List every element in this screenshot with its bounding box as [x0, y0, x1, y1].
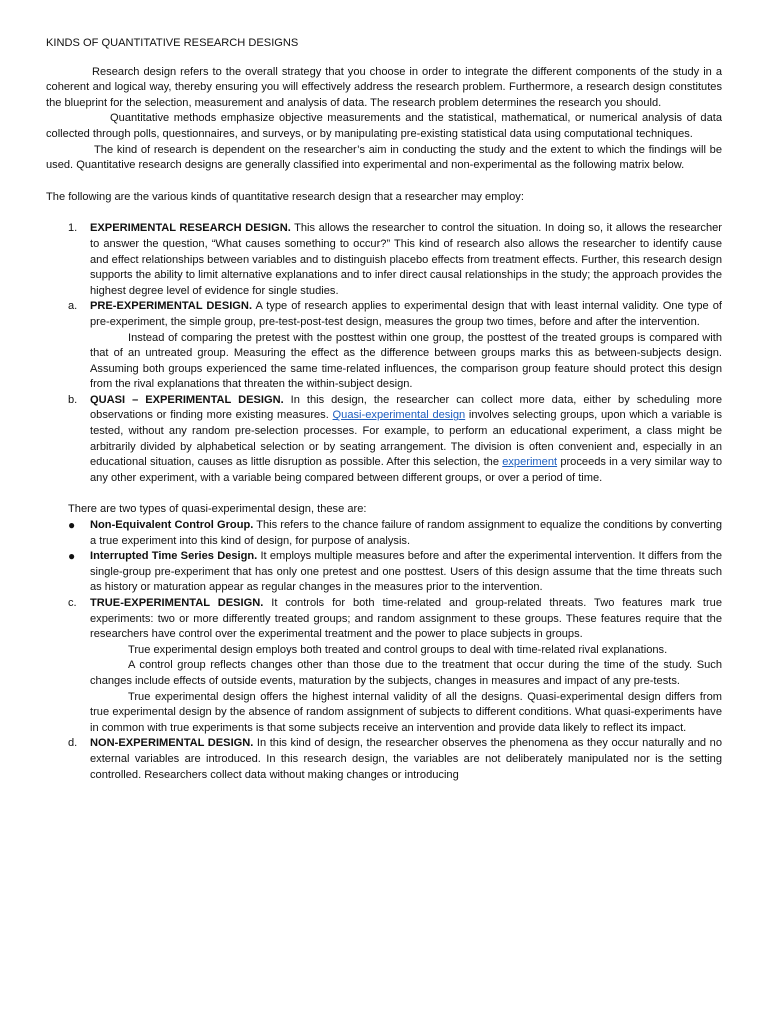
list-marker: a. — [68, 300, 78, 313]
list-item-paragraph: True experimental design employs both treated and control groups to deal with time-related rival explanations. — [128, 643, 668, 656]
list-item-body: QUASI – EXPERIMENTAL DESIGN. In this design, the researcher can collect more data, either by scheduling more observations or finding more existing measures. Quasi-experimental design involves selecting groups, upon which a variable is tested, without any random pre-selection processes. For example, to perform an educational experiment, a class might be arbitrarily divided by alphabetical selection or by seating arrangement. The division is often convenient and, especially in an educational situation, causes as little disruption as possible. After this selection, the experiment proceeds in a very similar way to any other experiment, with a variable being compared between different groups, or over a period of time. — [90, 393, 722, 484]
bullet-item-interrupted-time-series — [46, 549, 722, 596]
list-item-non-experimental — [46, 736, 722, 783]
term-label: NON-EXPERIMENTAL DESIGN. — [90, 737, 254, 750]
bullet-item-non-equivalent — [46, 518, 722, 549]
list-item-body: NON-EXPERIMENTAL DESIGN. In this kind of design, the researcher observes the phenomena as they occur naturally and no external variables are introduced. In this research design, the variables are not deliberately manipulated nor is the setting controlled. Researchers collect data without making changes or introducing — [90, 737, 722, 781]
term-label: PRE-EXPERIMENTAL DESIGN. — [90, 300, 253, 313]
experiment-link[interactable]: experiment — [502, 456, 558, 469]
lead-in-text: The following are the various kinds of quantitative research design that a researcher may employ: — [46, 190, 524, 203]
term-label: TRUE-EXPERIMENTAL DESIGN. — [90, 597, 264, 609]
quasi-experimental-design-link[interactable]: Quasi-experimental design — [332, 409, 466, 422]
quasi-types-intro: There are two types of quasi-experimental design, these are: — [68, 503, 367, 516]
term-label: EXPERIMENTAL RESEARCH DESIGN. — [90, 222, 291, 235]
list-item-pre-experimental — [46, 299, 722, 393]
list-item-paragraph: A control group reflects changes other than those due to the treatment that occur during the time of the study. Such changes include effects of outside events, maturation by the subjects, changes in measures and impact of any pre-tests. — [90, 659, 722, 687]
intro-paragraph-2: Quantitative methods emphasize objective measurements and the statistical, mathematical, or numerical analysis of data collected through polls, questionnaires, and surveys, or by manipulating pre-existing statistical data using computational techniques. — [46, 112, 722, 140]
list-marker: c. — [68, 597, 77, 609]
intro-paragraph-1: Research design refers to the overall strategy that you choose in order to integrate the different components of the study in a coherent and logical way, thereby ensuring you will effectively address the research problem. Furthermore, a research design constitutes the blueprint for the selection, measurement and analysis of data. The research problem determines the research you should. — [46, 65, 722, 109]
list-marker: b. — [68, 393, 78, 406]
list-item-experimental — [46, 221, 722, 299]
list-item-body: Interrupted Time Series Design. It employs multiple measures before and after the experimental intervention. It differs from the single-group pre-experiment that has only one pretest and one posttest. Users of this design assume that the time threats such as history or maturation appear as regular changes in the measures prior to the intervention. — [90, 550, 722, 594]
list-item-body: TRUE-EXPERIMENTAL DESIGN. It controls for both time-related and group-related threats. Two features mark true experiments: two or more differently treated groups; and random assignment to these groups. These features require that the researchers have control over the experimental treatment and the power to place subjects in groups. — [90, 597, 722, 641]
list-item-true-experimental — [46, 596, 722, 736]
list-item-paragraph: True experimental design offers the highest internal validity of all the designs. Quasi-experimental design differs from true experimental design by the absence of random assignment of subjects to different conditions. What quasi-experiments have in common with true experiments is that some subjects receive an intervention and provide data likely to reflect its impact. — [90, 690, 722, 734]
page-title: KINDS OF QUANTITATIVE RESEARCH DESIGNS — [46, 37, 299, 49]
term-label: Non-Equivalent Control Group. — [90, 519, 254, 532]
bullet-icon: ● — [68, 549, 76, 564]
bullet-icon: ● — [68, 518, 76, 533]
list-marker: 1. — [68, 222, 78, 235]
term-label: Interrupted Time Series Design. — [90, 550, 258, 563]
list-item-body: Non-Equivalent Control Group. This refers to the chance failure of random assignment to equalize the conditions by converting a true experiment into this kind of design, for purpose of analysis. — [90, 519, 722, 547]
list-item-body: PRE-EXPERIMENTAL DESIGN. A type of research applies to experimental design that with least internal validity. One type of pre-experiment, the simple group, pre-test-post-test design, measures the group two times, before and after the intervention. — [90, 300, 722, 328]
list-item-quasi-experimental — [46, 393, 722, 487]
intro-paragraph-3: The kind of research is dependent on the researcher’s aim in conducting the study and the extent to which the findings will be used. Quantitative research designs are generally classified into experimental and non-experimental as the following matrix below. — [46, 143, 722, 172]
list-item-body: EXPERIMENTAL RESEARCH DESIGN. This allows the researcher to control the situation. In doing so, it allows the researcher to answer the question, “What causes something to occur?” This kind of research also allows the researcher to identify cause and effect relationships between variables and to distinguish placebo effects from treatment effects. Further, this research design supports the ability to limit alternative explanations and to infer direct causal relationships in the study; the approach provides the highest degree level of evidence for single studies. — [90, 222, 723, 297]
document-page — [46, 36, 722, 783]
list-marker: d. — [68, 737, 78, 750]
term-label: QUASI – EXPERIMENTAL DESIGN. — [90, 393, 284, 406]
list-item-paragraph: Instead of comparing the pretest with the posttest within one group, the posttest of the treated groups is compared with that of an untreated group. Measuring the effect as the difference between groups marks this as between-subjects design. Assuming both groups experienced the same time-related influences, the comparison group feature should protect this design from the rival explanations that threaten the within-subject design. — [90, 331, 722, 391]
